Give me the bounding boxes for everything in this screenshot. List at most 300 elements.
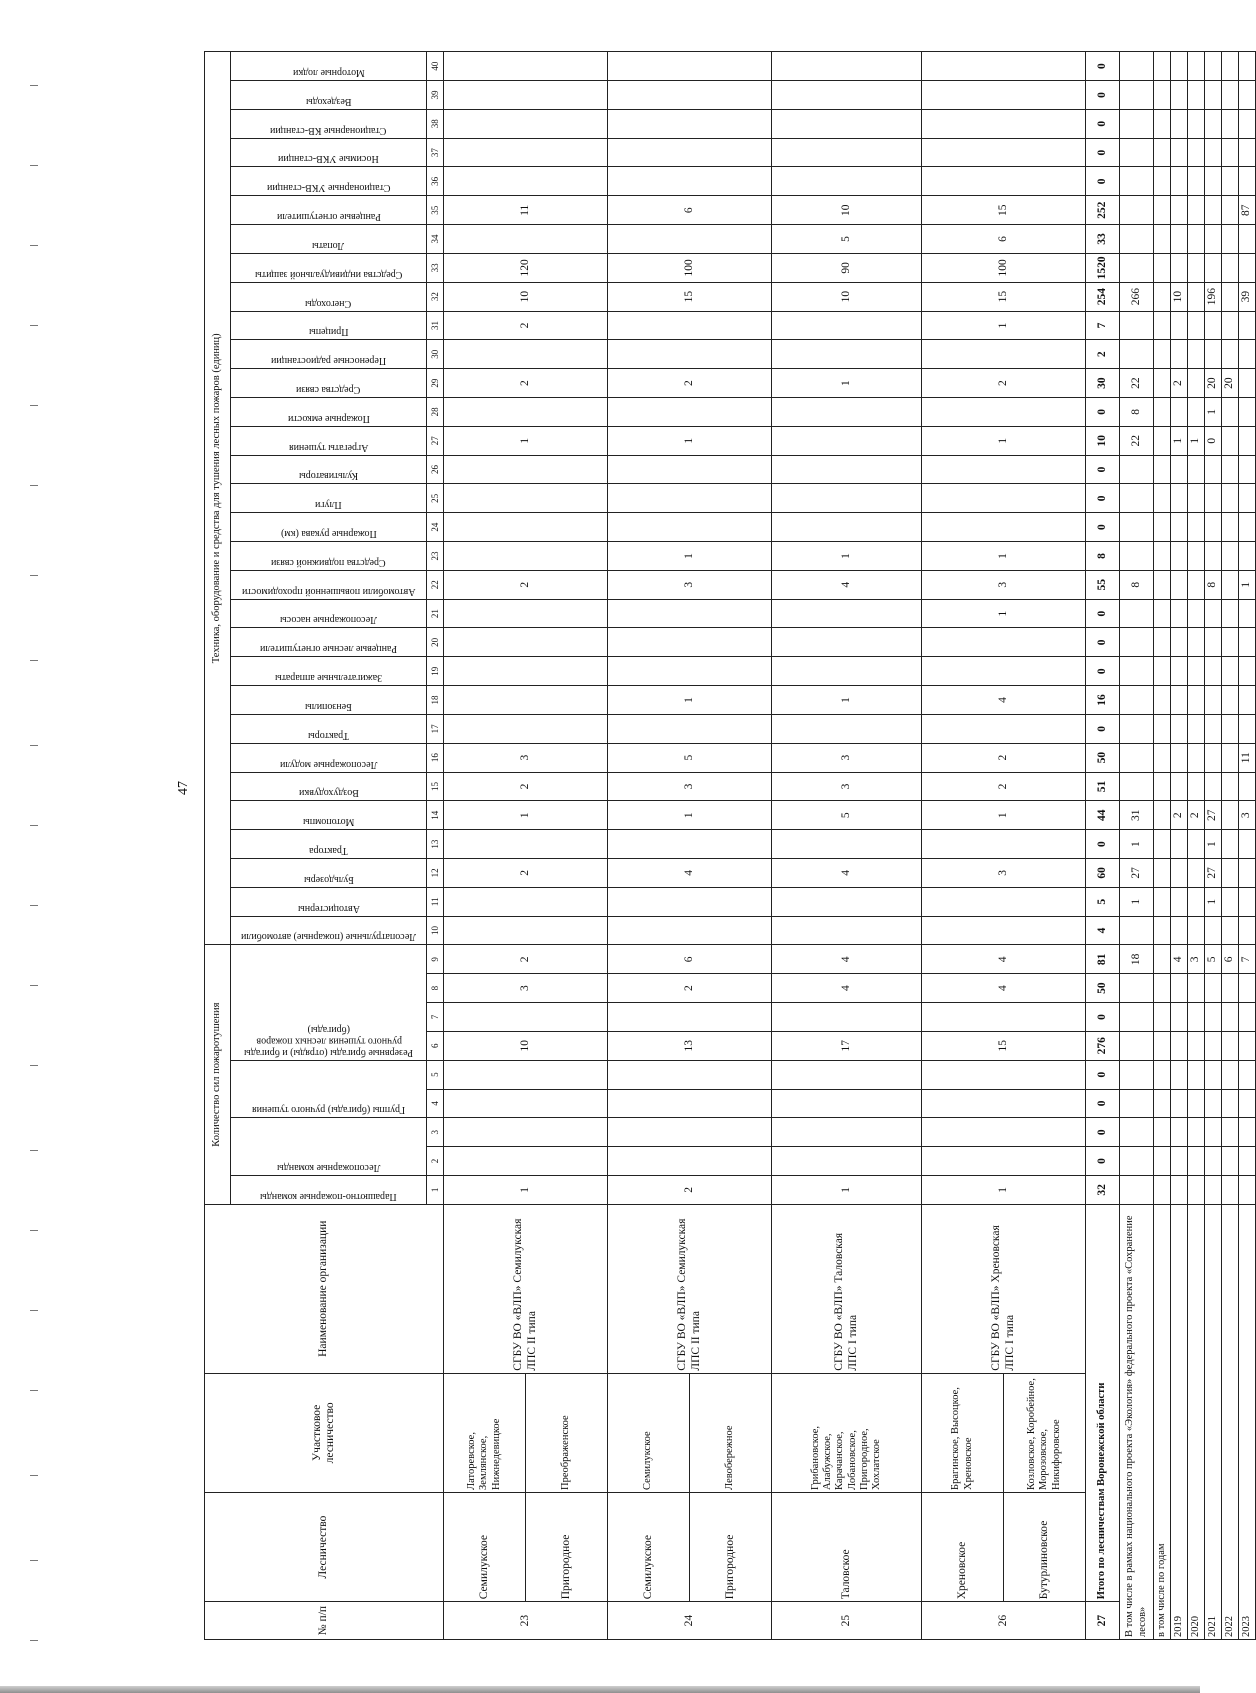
row-number: 23 [444, 1602, 608, 1640]
breakdown-cell-value: 27 [1205, 859, 1222, 888]
cell-value: 1 [922, 311, 1086, 340]
equipment-header-27 [231, 167, 427, 196]
cell-value [608, 1089, 772, 1118]
breakdown-cell-value [1222, 311, 1239, 340]
equipment-header-17 [231, 455, 427, 484]
equipment-header-label: Носимые УКВ-станции [278, 153, 379, 165]
cell-value: 1 [608, 801, 772, 830]
breakdown-cell-value [1188, 138, 1205, 167]
forces-subheader-label: Лесопожарные команды [276, 1161, 381, 1173]
breakdown-cell-value: 8 [1120, 570, 1154, 599]
cell-value [608, 830, 772, 859]
equipment-header-2 [231, 887, 427, 916]
cell-value [608, 167, 772, 196]
breakdown-cell-value [1154, 1175, 1171, 1204]
equipment-header-label: Лесопатрульные (пожарные) автомобили [240, 931, 417, 943]
breakdown-cell-value [1222, 513, 1239, 542]
breakdown-cell-value [1188, 916, 1205, 945]
breakdown-cell-value [1188, 859, 1205, 888]
cell-value: 1 [444, 801, 608, 830]
column-number: 18 [427, 686, 444, 715]
breakdown-cell-value [1171, 81, 1188, 110]
breakdown-cell-value [1188, 1060, 1205, 1089]
breakdown-cell-value [1205, 109, 1222, 138]
total-cell-value: 0 [1086, 830, 1120, 859]
breakdown-cell-value [1205, 81, 1222, 110]
breakdown-cell-value [1171, 686, 1188, 715]
breakdown-cell-value [1239, 714, 1256, 743]
breakdown-cell-value [1205, 167, 1222, 196]
cell-value: 1 [922, 1175, 1086, 1204]
equipment-header-label: Культиваторы [298, 470, 359, 482]
breakdown-cell-value [1239, 340, 1256, 369]
cell-value [444, 628, 608, 657]
equipment-header-label: Вездеходы [305, 95, 352, 107]
table-row [922, 52, 1004, 1640]
organization-name: СГБУ ВО «ВЛП» Хреновская ЛПС I типа [922, 1204, 1086, 1373]
equipment-header-label: Автомобили повышенной проходимости [241, 585, 416, 597]
cell-value [444, 1147, 608, 1176]
total-cell-value: 50 [1086, 974, 1120, 1003]
cell-value: 4 [608, 859, 772, 888]
breakdown-cell-value [1205, 484, 1222, 513]
breakdown-cell-value [1188, 340, 1205, 369]
breakdown-cell-value [1171, 542, 1188, 571]
breakdown-cell-value: 5 [1205, 945, 1222, 974]
breakdown-cell-value [1239, 830, 1256, 859]
breakdown-cell-value [1171, 225, 1188, 254]
equipment-header-18 [231, 426, 427, 455]
breakdown-cell-value: 1 [1205, 887, 1222, 916]
breakdown-cell-value [1239, 225, 1256, 254]
column-number: 15 [427, 772, 444, 801]
column-number: 39 [427, 81, 444, 110]
cell-value [772, 830, 922, 859]
breakdown-cell-value [1171, 398, 1188, 427]
column-number: 12 [427, 859, 444, 888]
breakdown-cell-value [1188, 369, 1205, 398]
breakdown-cell-value [1188, 52, 1205, 81]
column-number: 23 [427, 542, 444, 571]
breakdown-cell-value [1239, 311, 1256, 340]
breakdown-cell-value [1120, 657, 1154, 686]
breakdown-cell-value [1188, 455, 1205, 484]
cell-value [922, 484, 1086, 513]
col-district-header: Участковое лесничество [205, 1373, 444, 1492]
breakdown-cell-value [1154, 398, 1171, 427]
cell-value [772, 81, 922, 110]
cell-value: 2 [608, 1175, 772, 1204]
total-cell-value: 4 [1086, 916, 1120, 945]
cell-value: 6 [608, 945, 772, 974]
forestry-name: Хреновское [922, 1492, 1004, 1601]
breakdown-cell-value [1171, 1003, 1188, 1032]
breakdown-cell-value [1120, 1031, 1154, 1060]
breakdown-cell-value [1154, 859, 1171, 888]
cell-value [772, 52, 922, 81]
cell-value: 2 [444, 369, 608, 398]
breakdown-cell-value: 1 [1171, 426, 1188, 455]
breakdown-cell-value [1239, 916, 1256, 945]
breakdown-cell-value: 31 [1120, 801, 1154, 830]
cell-value [608, 599, 772, 628]
column-number: 16 [427, 743, 444, 772]
breakdown-label: в том числе по годам [1154, 1204, 1171, 1639]
breakdown-cell-value [1222, 657, 1239, 686]
breakdown-cell-value [1205, 1147, 1222, 1176]
cell-value [772, 916, 922, 945]
breakdown-cell-value [1154, 1031, 1171, 1060]
cell-value [922, 628, 1086, 657]
breakdown-cell-value [1239, 657, 1256, 686]
breakdown-cell-value [1120, 772, 1154, 801]
breakdown-cell-value [1171, 455, 1188, 484]
cell-value [444, 1089, 608, 1118]
column-number: 25 [427, 484, 444, 513]
column-number: 34 [427, 225, 444, 254]
breakdown-cell-value [1188, 109, 1205, 138]
breakdown-cell-value [1154, 282, 1171, 311]
total-cell-value: 51 [1086, 772, 1120, 801]
page-number: 47 [176, 781, 191, 795]
breakdown-row [1222, 52, 1239, 1640]
equipment-header-label: Лесопожарные насосы [280, 614, 377, 626]
breakdown-cell-value [1239, 542, 1256, 571]
breakdown-cell-value [1239, 484, 1256, 513]
breakdown-cell-value [1239, 1060, 1256, 1089]
breakdown-cell-value [1222, 282, 1239, 311]
breakdown-cell-value [1205, 714, 1222, 743]
breakdown-cell-value [1154, 1060, 1171, 1089]
breakdown-cell-value [1239, 772, 1256, 801]
cell-value: 15 [922, 282, 1086, 311]
cell-value [772, 109, 922, 138]
cell-value [772, 167, 922, 196]
breakdown-cell-value [1239, 1175, 1256, 1204]
total-cell-value: 0 [1086, 167, 1120, 196]
organization-name: СГБУ ВО «ВЛП» Семилукская ЛПС II типа [608, 1204, 772, 1373]
column-number: 28 [427, 398, 444, 427]
forestry-name: Семилукское [444, 1492, 526, 1601]
breakdown-cell-value [1239, 455, 1256, 484]
equipment-header-31 [231, 52, 427, 81]
breakdown-cell-value [1222, 426, 1239, 455]
breakdown-cell-value [1205, 743, 1222, 772]
breakdown-cell-value [1222, 52, 1239, 81]
breakdown-cell-value [1120, 714, 1154, 743]
breakdown-cell-value [1154, 570, 1171, 599]
column-number: 21 [427, 599, 444, 628]
cell-value [608, 1118, 772, 1147]
equipment-header-label: Средства связи [296, 384, 361, 395]
equipment-header-label: Трактора [309, 845, 348, 856]
breakdown-cell-value [1171, 513, 1188, 542]
breakdown-cell-value [1239, 109, 1256, 138]
cell-value [922, 1060, 1086, 1089]
breakdown-cell-value [1120, 974, 1154, 1003]
total-cell-value: 0 [1086, 484, 1120, 513]
breakdown-cell-value [1171, 772, 1188, 801]
breakdown-cell-value: 6 [1222, 945, 1239, 974]
equipment-header-1 [231, 916, 427, 945]
district-name: Левобережное [690, 1373, 772, 1492]
organization-name: СГБУ ВО «ВЛП» Семилукская ЛПС II типа [444, 1204, 608, 1373]
total-cell-value: 0 [1086, 714, 1120, 743]
column-number: 11 [427, 887, 444, 916]
breakdown-cell-value [1188, 282, 1205, 311]
breakdown-cell-value [1188, 484, 1205, 513]
breakdown-label: В том числе в рамках национального проекта «Экология» федерального проекта «Сохранение лесов» [1120, 1204, 1154, 1639]
total-cell-value: 55 [1086, 570, 1120, 599]
cell-value [772, 887, 922, 916]
cell-value: 1 [922, 801, 1086, 830]
cell-value: 4 [772, 974, 922, 1003]
cell-value: 10 [772, 282, 922, 311]
equipment-header-label: Снегоходы [305, 297, 352, 309]
breakdown-cell-value: 22 [1120, 426, 1154, 455]
equipment-header-5 [231, 801, 427, 830]
breakdown-cell-value: 2 [1171, 369, 1188, 398]
cell-value [772, 1060, 922, 1089]
cell-value: 3 [772, 772, 922, 801]
cell-value [772, 311, 922, 340]
column-number: 9 [427, 945, 444, 974]
cell-value: 3 [922, 859, 1086, 888]
cell-value [922, 1089, 1086, 1118]
cell-value: 100 [922, 253, 1086, 282]
breakdown-cell-value: 11 [1239, 743, 1256, 772]
cell-value: 1 [922, 426, 1086, 455]
column-number: 5 [427, 1060, 444, 1089]
column-number: 29 [427, 369, 444, 398]
breakdown-row [1120, 52, 1154, 1640]
breakdown-cell-value: 2 [1188, 801, 1205, 830]
breakdown-cell-value [1154, 945, 1171, 974]
total-row [1086, 52, 1120, 1640]
breakdown-cell-value [1154, 369, 1171, 398]
total-cell-value: 0 [1086, 398, 1120, 427]
breakdown-cell-value [1120, 81, 1154, 110]
cell-value: 11 [444, 196, 608, 225]
breakdown-cell-value [1171, 167, 1188, 196]
forestry-name: Пригородное [690, 1492, 772, 1601]
equipment-header-3 [231, 859, 427, 888]
cell-value: 10 [444, 282, 608, 311]
cell-value [444, 52, 608, 81]
breakdown-cell-value [1171, 109, 1188, 138]
district-name: Латоревское, Землянское, Нижнедевицкое [444, 1373, 526, 1492]
total-cell-value: 30 [1086, 369, 1120, 398]
cell-value: 2 [922, 369, 1086, 398]
breakdown-cell-value [1205, 599, 1222, 628]
forces-subheader-1 [231, 1175, 427, 1204]
breakdown-cell-value [1188, 1118, 1205, 1147]
equipment-header-19 [231, 398, 427, 427]
breakdown-cell-value [1188, 196, 1205, 225]
cell-value [444, 398, 608, 427]
total-cell-value: 32 [1086, 1175, 1120, 1204]
breakdown-cell-value: 3 [1188, 945, 1205, 974]
breakdown-cell-value: 2 [1171, 801, 1188, 830]
cell-value [444, 1118, 608, 1147]
breakdown-cell-value [1239, 369, 1256, 398]
breakdown-cell-value [1120, 1175, 1154, 1204]
cell-value: 6 [922, 225, 1086, 254]
breakdown-cell-value [1120, 1003, 1154, 1032]
breakdown-cell-value: 1 [1239, 570, 1256, 599]
breakdown-cell-value [1120, 253, 1154, 282]
breakdown-cell-value: 10 [1171, 282, 1188, 311]
column-number: 2 [427, 1147, 444, 1176]
cell-value: 2 [608, 974, 772, 1003]
breakdown-cell-value [1222, 1003, 1239, 1032]
cell-value [608, 311, 772, 340]
breakdown-cell-value [1154, 196, 1171, 225]
breakdown-cell-value [1239, 1003, 1256, 1032]
cell-value: 6 [608, 196, 772, 225]
breakdown-cell-value: 20 [1205, 369, 1222, 398]
breakdown-cell-value [1188, 225, 1205, 254]
equipment-header-label: Мотопомпы [302, 816, 355, 828]
column-number: 19 [427, 657, 444, 686]
breakdown-cell-value [1222, 340, 1239, 369]
breakdown-cell-value [1120, 686, 1154, 715]
breakdown-cell-value [1239, 138, 1256, 167]
cell-value: 3 [608, 772, 772, 801]
breakdown-cell-value: 1 [1205, 398, 1222, 427]
column-number: 36 [427, 167, 444, 196]
cell-value [608, 657, 772, 686]
cell-value: 13 [608, 1031, 772, 1060]
cell-value [444, 916, 608, 945]
breakdown-cell-value [1120, 109, 1154, 138]
cell-value [922, 714, 1086, 743]
cell-value [444, 340, 608, 369]
total-cell-value: 60 [1086, 859, 1120, 888]
breakdown-cell-value [1171, 1031, 1188, 1060]
cell-value: 2 [444, 311, 608, 340]
column-number: 14 [427, 801, 444, 830]
equipment-header-label: Пожарные рукава (км) [280, 528, 377, 540]
column-number: 38 [427, 109, 444, 138]
breakdown-cell-value [1222, 196, 1239, 225]
breakdown-cell-value [1239, 426, 1256, 455]
forces-subheader-3 [231, 1060, 427, 1118]
breakdown-row [1188, 52, 1205, 1640]
breakdown-cell-value [1171, 599, 1188, 628]
breakdown-cell-value [1171, 916, 1188, 945]
cell-value [444, 830, 608, 859]
breakdown-cell-value [1222, 1060, 1239, 1089]
table-row [608, 52, 690, 1640]
breakdown-cell-value [1154, 138, 1171, 167]
cell-value [772, 657, 922, 686]
cell-value [922, 109, 1086, 138]
breakdown-cell-value [1188, 974, 1205, 1003]
cell-value [922, 52, 1086, 81]
breakdown-cell-value [1154, 714, 1171, 743]
forces-subheader-label: Резервные бригады (отряды) и бригады ручного тушения лесных пожаров (бригады) [244, 1023, 413, 1058]
equipment-header-label: Лесопожарные модули [279, 758, 378, 770]
breakdown-cell-value [1222, 167, 1239, 196]
breakdown-cell-value [1154, 1089, 1171, 1118]
cell-value [922, 657, 1086, 686]
breakdown-cell-value [1154, 167, 1171, 196]
column-number: 13 [427, 830, 444, 859]
column-number: 8 [427, 974, 444, 1003]
cell-value [608, 1147, 772, 1176]
cell-value [444, 167, 608, 196]
breakdown-cell-value [1222, 570, 1239, 599]
forces-subheader-4 [231, 945, 427, 1060]
breakdown-cell-value [1154, 1147, 1171, 1176]
cell-value: 1 [608, 426, 772, 455]
cell-value: 4 [772, 570, 922, 599]
column-number: 26 [427, 455, 444, 484]
breakdown-cell-value [1205, 1031, 1222, 1060]
column-number: 30 [427, 340, 444, 369]
breakdown-cell-value [1188, 513, 1205, 542]
col-org-header: Наименование организации [205, 1204, 444, 1373]
equipment-header-label: Бульдозеры [303, 873, 354, 885]
breakdown-cell-value [1154, 887, 1171, 916]
cell-value: 90 [772, 253, 922, 282]
breakdown-cell-value [1188, 570, 1205, 599]
breakdown-cell-value: 7 [1239, 945, 1256, 974]
breakdown-cell-value [1239, 974, 1256, 1003]
breakdown-cell-value [1171, 974, 1188, 1003]
cell-value: 4 [772, 945, 922, 974]
breakdown-cell-value [1239, 513, 1256, 542]
district-name: Козловское, Коробейное, Морозовское, Никифоровское [1004, 1373, 1086, 1492]
breakdown-label: 2021 [1205, 1204, 1222, 1639]
forces-group-header: Количество сил пожаротушения [205, 945, 231, 1204]
breakdown-cell-value [1222, 253, 1239, 282]
breakdown-cell-value [1120, 1089, 1154, 1118]
breakdown-cell-value [1222, 628, 1239, 657]
breakdown-cell-value [1171, 1147, 1188, 1176]
cell-value [772, 513, 922, 542]
cell-value [772, 398, 922, 427]
equipment-header-29 [231, 109, 427, 138]
breakdown-cell-value [1171, 196, 1188, 225]
cell-value [608, 81, 772, 110]
breakdown-cell-value [1188, 311, 1205, 340]
breakdown-cell-value [1205, 1089, 1222, 1118]
breakdown-cell-value [1120, 1147, 1154, 1176]
breakdown-cell-value [1205, 196, 1222, 225]
equipment-group-header: Техника, оборудование и средства для тушения лесных пожаров (единиц) [205, 52, 231, 945]
column-number: 17 [427, 714, 444, 743]
equipment-header-15 [231, 513, 427, 542]
cell-value [772, 714, 922, 743]
breakdown-cell-value: 266 [1120, 282, 1154, 311]
breakdown-cell-value [1222, 974, 1239, 1003]
col-forestry-header: Лесничество [205, 1492, 444, 1601]
breakdown-cell-value [1154, 801, 1171, 830]
breakdown-cell-value [1120, 599, 1154, 628]
cell-value: 5 [772, 225, 922, 254]
total-cell-value: 276 [1086, 1031, 1120, 1060]
breakdown-cell-value: 8 [1120, 398, 1154, 427]
breakdown-label: 2022 [1222, 1204, 1239, 1639]
column-number: 37 [427, 138, 444, 167]
cell-value [608, 340, 772, 369]
cell-value: 4 [922, 686, 1086, 715]
breakdown-cell-value [1171, 311, 1188, 340]
cell-value: 1 [922, 542, 1086, 571]
breakdown-cell-value [1222, 109, 1239, 138]
